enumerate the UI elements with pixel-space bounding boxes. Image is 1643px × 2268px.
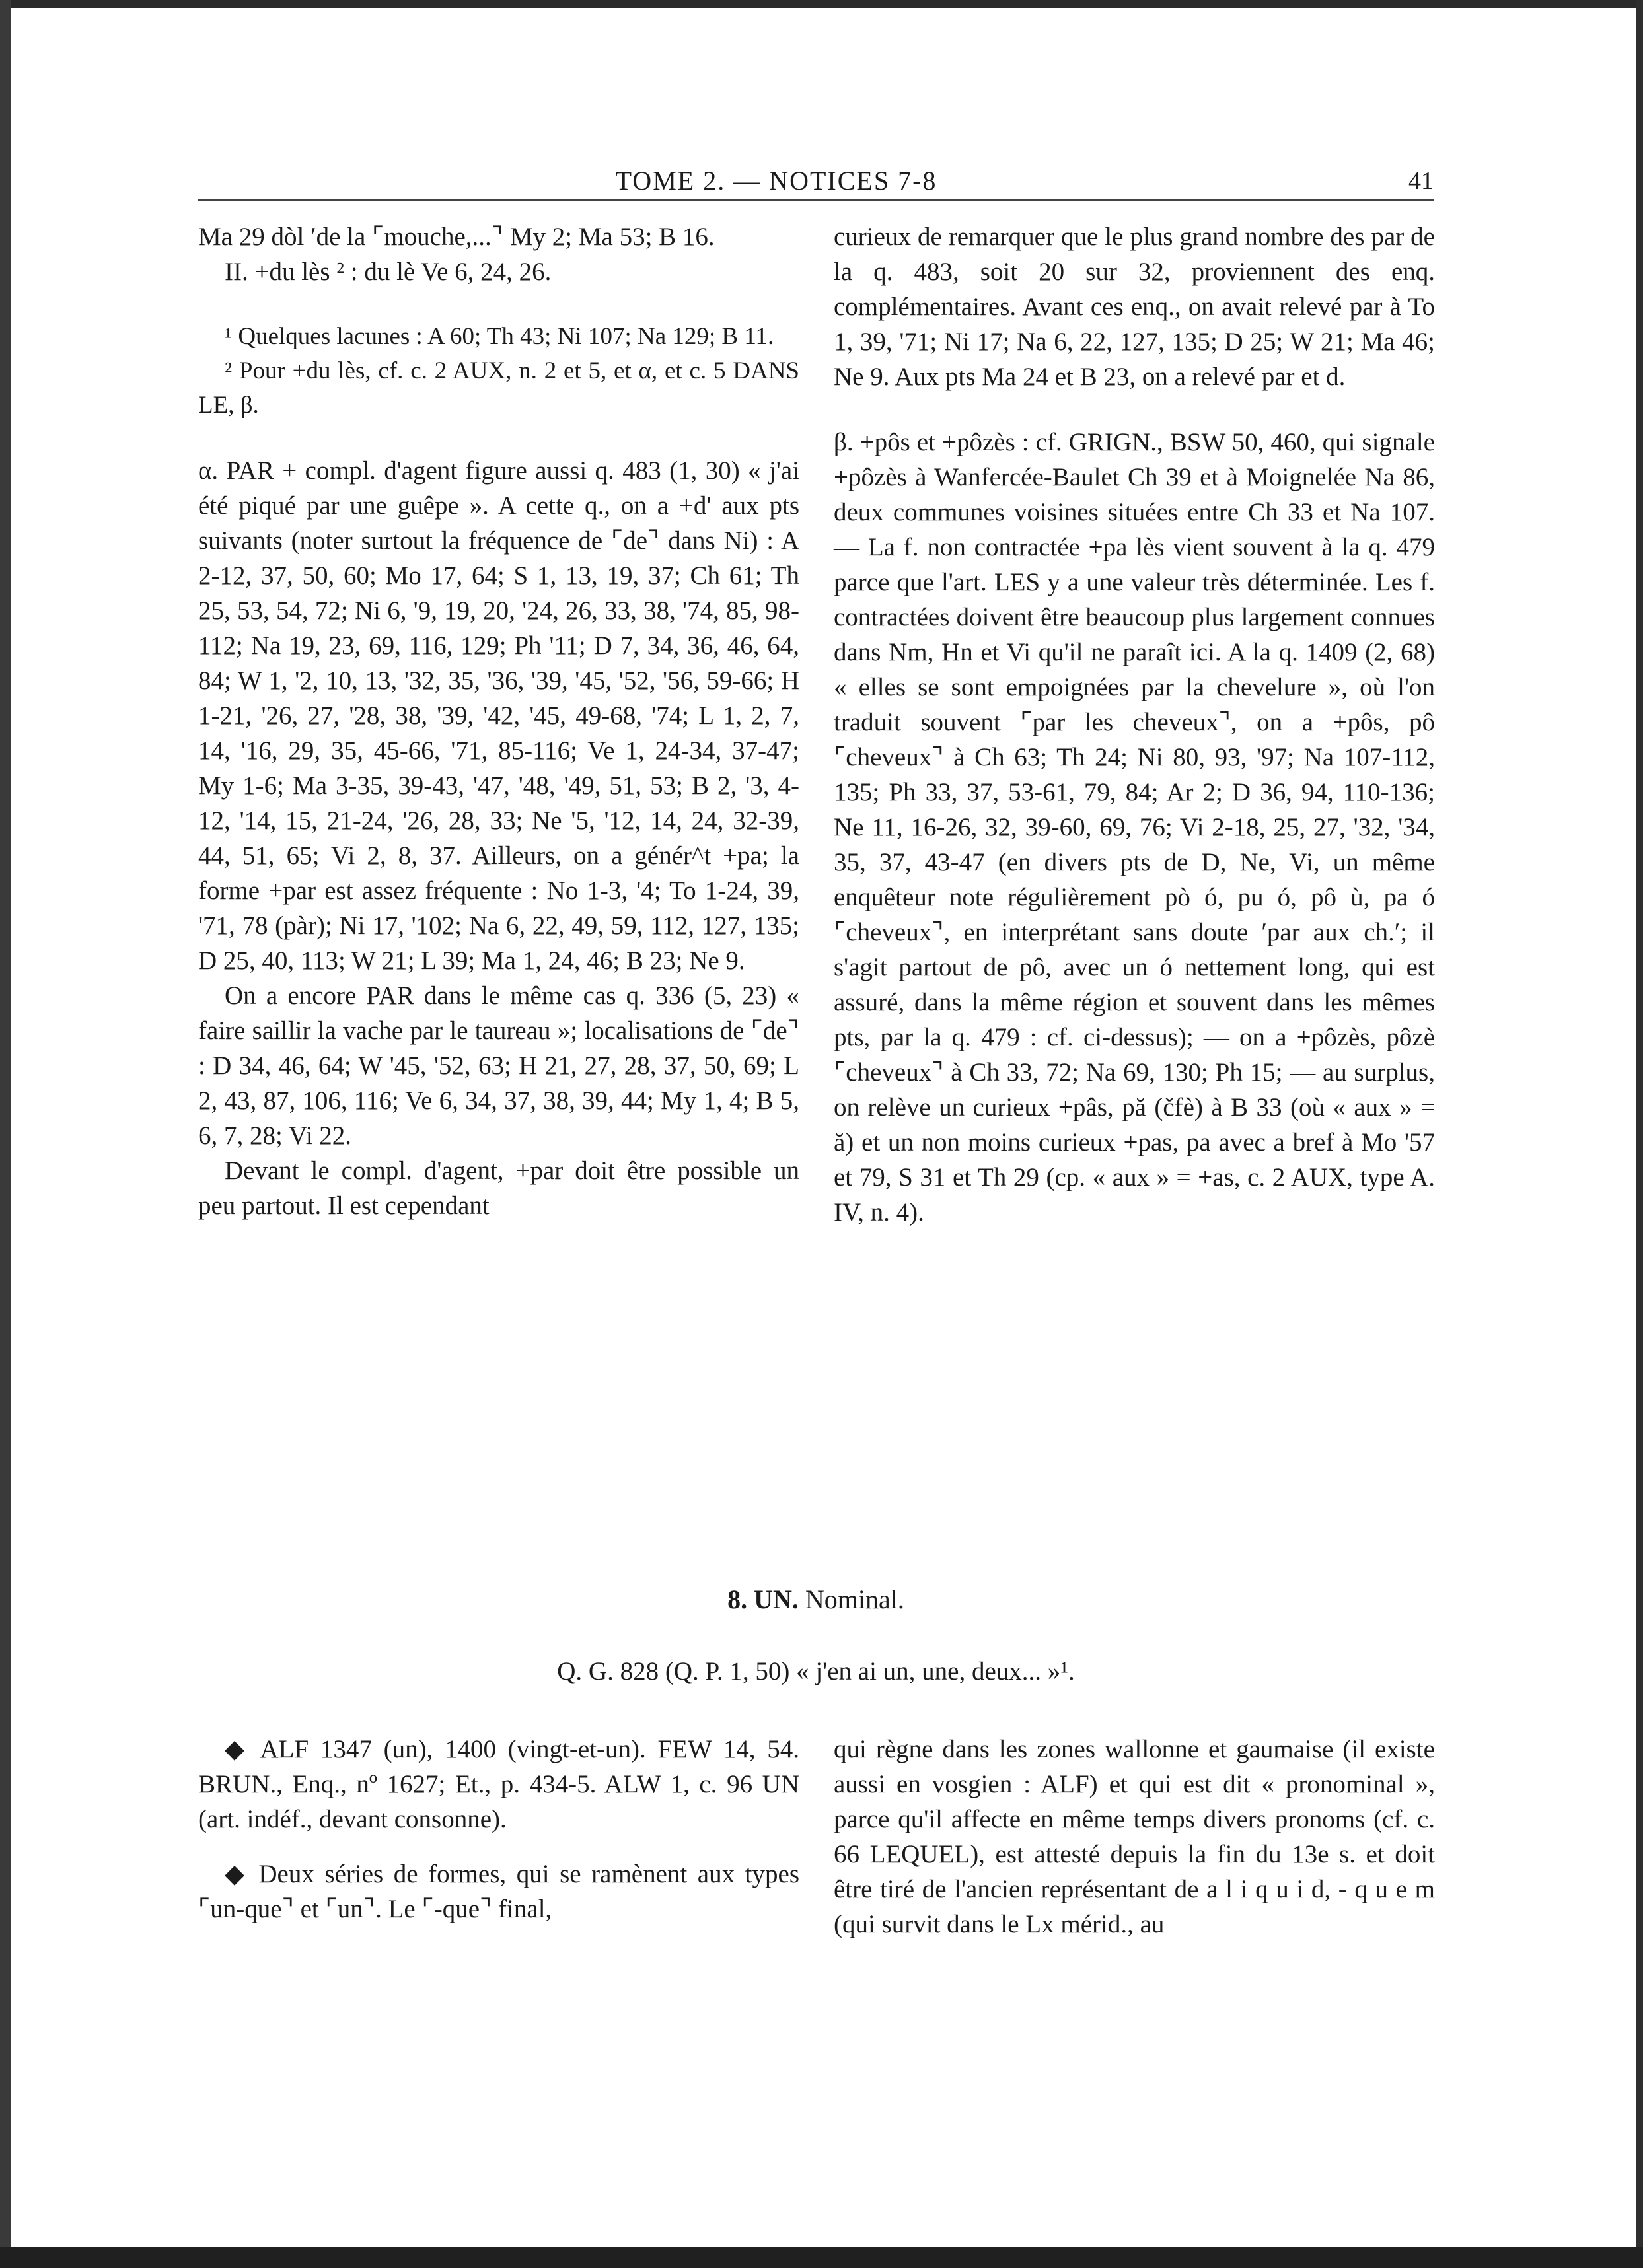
section-heading [198, 1584, 1434, 1615]
paragraph: On a encore PAR dans le même cas q. 336 (5, 23) « faire saillir la vache par le taureau »; localisations de ⌜de⌝ : D 34, 46, 64; W '45, '52, 63; H 21, 27, 28, 37, 50, 69; L 2, 43, 87, 106, 116; Ve 6, 34, 37, 38, 39, 44; My 1, 4; B 5, 6, 7, 28; Vi 22. [198, 981, 799, 1150]
section-number: 8. UN. [727, 1584, 799, 1614]
scan-edge-bottom [0, 2247, 1643, 2268]
paragraph: qui règne dans les zones wallonne et gaumaise (il existe aussi en vosgien : ALF) et qui est dit « pronominal », parce qu'il affecte en même temps divers pronoms (cf. c. 66 LEQUEL), est attesté depuis la fin du 13e s. et doit être tiré de l'ancien représentant de a l i q u i d, - q u e m (qui survit dans le Lx mérid., au [834, 1735, 1435, 1938]
references-paragraph: ◆ ALF 1347 (un), 1400 (vingt-et-un). FEW 14, 54. BRUN., Enq., nº 1627; Et., p. 434-5. ALW 1, c. 96 UN (art. indéf., devant consonne). [198, 1735, 799, 1833]
section-label: Nominal. [805, 1584, 904, 1614]
bottom-right-column [834, 1732, 1435, 1942]
page-number: 41 [1408, 167, 1434, 195]
beta-paragraph: β. +pôs et +pôzès : cf. GRIGN., BSW 50, 460, qui signale +pôzès à Wanfercée-Baulet Ch 39 et à Moignelée Na 86, deux communes voisines situées entre Ch 33 et Na 107. — La f. non contractée +pa lès vient souvent à la q. 479 parce que l'art. LES y a une valeur très déterminée. Les f. contractées doivent être beaucoup plus largement connues dans Nm, Hn et Vi qu'il ne paraît ici. A la q. 1409 (2, 68) « elles se sont empoignées par la chevelure », où l'on traduit souvent ⌜par les cheveux⌝, on a +pôs, pô ⌜cheveux⌝ à Ch 63; Th 24; Ni 80, 93, '97; Na 107-112, 135; Ph 33, 37, 53-61, 79, 84; Ar 2; D 36, 94, 110-136; Ne 11, 16-26, 32, 39-60, 69, 76; Vi 2-18, 25, 27, '32, '34, 35, 37, 43-47 (en divers pts de D, Ne, Vi, un même enquêteur note régulièrement pò ó, pu ó, pô ù, pa ó ⌜cheveux⌝, en interprétant sans doute ʹpar aux ch.ʹ; il s'agit partout de pô, avec un ó nettement long, qui est assuré, dans la même région et souvent dans les mêmes pts, par la q. 479 : cf. ci-dessus); — on a +pôzès, pôzè ⌜cheveux⌝ à Ch 33, 72; Na 69, 130; Ph 15; — au surplus, on relève un curieux +pâs, pă (čfè) à B 33 (où « aux » = ă) et un non moins curieux +pas, pa avec a bref à Mo '57 et 79, S 31 et Th 29 (cp. « aux » = +as, c. 2 AUX, type A. IV, n. 4). [834, 428, 1435, 1226]
text-line: Ma 29 dòl ʹde la ⌜mouche,...⌝ My 2; Ma 53; B 16. [198, 223, 715, 251]
page-header [198, 161, 1434, 201]
spacer [198, 1837, 799, 1857]
spacer [198, 289, 799, 320]
scan-edge-left [0, 0, 11, 2268]
right-column [834, 219, 1435, 1230]
left-column [198, 219, 799, 1223]
scan-edge-top [0, 0, 1643, 8]
spacer [834, 394, 1435, 425]
section-question: Q. G. 828 (Q. P. 1, 50) « j'en ai un, une, deux... »¹. [557, 1657, 1075, 1685]
header-rule [198, 199, 1434, 201]
alpha-paragraph: α. PAR + compl. d'agent figure aussi q. 483 (1, 30) « j'ai été piqué par une guêpe ». A cette q., on a +d' aux pts suivants (noter surtout la fréquence de ⌜de⌝ dans Ni) : A 2-12, 37, 50, 60; Mo 17, 64; S 1, 13, 19, 37; Ch 61; Th 25, 53, 54, 72; Ni 6, '9, 19, 20, '24, 26, 33, 38, '74, 85, 98-112; Na 19, 23, 69, 116, 129; Ph '11; D 7, 34, 36, 46, 64, 84; W 1, '2, 10, 13, '32, 35, '36, '39, '45, '52, '56, 59-66; H 1-21, '26, 27, '28, 38, '39, '42, '45, 49-68, '74; L 1, 2, 7, 14, '16, 29, 35, 45-66, '71, 85-116; Ve 1, 24-34, 37-47; My 1-6; Ma 3-35, 39-43, '47, '48, '49, 51, 53; B 2, '3, 4-12, '14, 15, 21-24, '26, 28, 33; Ne '5, '12, 14, 24, 32-39, 44, 51, 65; Vi 2, 8, 37. Ailleurs, on a génér^t +pa; la forme +par est assez fréquente : No 1-3, '4; To 1-24, 39, '71, 78 (pàr); Ni 17, '102; Na 6, 22, 49, 59, 112, 127, 135; D 25, 40, 113; W 21; L 39; Ma 1, 24, 46; B 23; Ne 9. [198, 456, 799, 975]
paragraph: ◆ Deux séries de formes, qui se ramènent aux types ⌜un-que⌝ et ⌜un⌝. Le ⌜-que⌝ final, [198, 1860, 799, 1923]
running-title: TOME 2. — NOTICES 7-8 [615, 166, 937, 195]
spacer [198, 423, 799, 453]
text-line: II. +du lès ² : du lè Ve 6, 24, 26. [225, 258, 552, 286]
scan-edge-right [1636, 0, 1643, 2268]
footnote: ² Pour +du lès, cf. c. 2 AUX, n. 2 et 5, et α, et c. 5 DANS LE, β. [198, 357, 799, 419]
paragraph: Devant le compl. d'agent, +par doit être possible un peu partout. Il est cependant [198, 1156, 799, 1220]
paragraph: curieux de remarquer que le plus grand nombre des par de la q. 483, soit 20 sur 32, proviennent des enq. complémentaires. Avant ces enq., on avait relevé par à To 1, 39, '71; Ni 17; Na 6, 22, 127, 135; D 25; W 21; Ma 46; Ne 9. Aux pts Ma 24 et B 23, on a relevé par et d. [834, 223, 1435, 391]
footnote: ¹ Quelques lacunes : A 60; Th 43; Ni 107; Na 129; B 11. [225, 323, 774, 350]
bottom-left-column [198, 1732, 799, 1927]
